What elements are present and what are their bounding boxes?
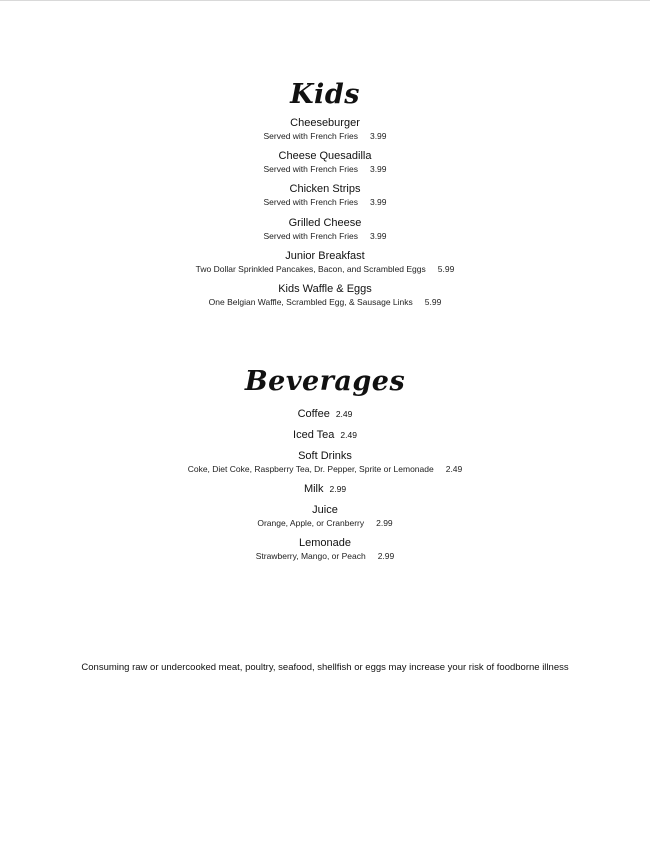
menu-item-description: Two Dollar Sprinkled Pancakes, Bacon, and Scrambled Eggs bbox=[195, 263, 426, 274]
menu-item bbox=[0, 249, 650, 282]
menu-item bbox=[0, 449, 650, 482]
menu-item-name: Juice bbox=[312, 504, 338, 516]
menu-item bbox=[0, 149, 650, 182]
menu-item-name-line bbox=[0, 428, 650, 442]
menu-item-description-line bbox=[0, 263, 650, 275]
menu-item-name: Milk bbox=[303, 483, 324, 495]
menu-item-name: Coffee bbox=[297, 408, 330, 420]
menu-item-price: 2.49 bbox=[340, 430, 357, 440]
menu-item-description: Served with French Fries bbox=[263, 164, 358, 175]
menu-item-description: One Belgian Waffle, Scrambled Egg, & Sausage Links bbox=[208, 296, 413, 307]
menu-item-name-line bbox=[0, 482, 650, 496]
kids-section-title: Kids bbox=[290, 79, 360, 110]
menu-item bbox=[0, 407, 650, 428]
menu-item-name: Iced Tea bbox=[293, 429, 335, 441]
menu-item bbox=[0, 482, 650, 503]
menu-item-price: 3.99 bbox=[369, 230, 387, 241]
menu-item-description-line bbox=[0, 550, 650, 562]
kids-section bbox=[0, 78, 650, 315]
menu-item bbox=[0, 216, 650, 249]
menu-item-description: Served with French Fries bbox=[263, 197, 358, 208]
menu-item-name: Kids Waffle & Eggs bbox=[278, 282, 372, 295]
menu-item-name: Soft Drinks bbox=[298, 450, 352, 462]
menu-item-name: Grilled Cheese bbox=[288, 216, 362, 229]
menu-item-name: Lemonade bbox=[299, 537, 351, 549]
menu-item bbox=[0, 503, 650, 536]
menu-item-price: 5.99 bbox=[424, 296, 442, 307]
menu-item bbox=[0, 182, 650, 215]
menu-item-description: Coke, Diet Coke, Raspberry Tea, Dr. Pepper, Sprite or Lemonade bbox=[187, 464, 434, 474]
menu-item bbox=[0, 428, 650, 449]
menu-item-name-line bbox=[0, 407, 650, 421]
beverages-section-title: Beverages bbox=[244, 366, 406, 397]
menu-item-price: 2.99 bbox=[376, 518, 393, 528]
menu-item-price: 2.99 bbox=[377, 551, 395, 561]
menu-item-description-line bbox=[0, 130, 650, 142]
menu-item-name: Junior Breakfast bbox=[285, 249, 365, 262]
menu-item bbox=[0, 282, 650, 315]
page-top-border bbox=[0, 0, 650, 1]
menu-item-description: Served with French Fries bbox=[263, 230, 358, 241]
menu-item-name: Cheeseburger bbox=[290, 117, 360, 129]
menu-item-name: Chicken Strips bbox=[289, 183, 361, 196]
food-safety-disclaimer: Consuming raw or undercooked meat, poultry, seafood, shellfish or eggs may increase your risk of foodborne illness bbox=[81, 662, 569, 673]
menu-item-price: 2.49 bbox=[445, 464, 463, 474]
menu-item bbox=[0, 116, 650, 149]
menu-item-price: 3.99 bbox=[369, 131, 387, 141]
menu-item-description-line bbox=[0, 196, 650, 208]
beverages-section bbox=[0, 365, 650, 569]
menu-item bbox=[0, 536, 650, 569]
menu-item-price: 3.99 bbox=[369, 164, 387, 175]
menu-item-description: Orange, Apple, or Cranberry bbox=[257, 518, 365, 528]
menu-item-price: 3.99 bbox=[369, 197, 387, 208]
menu-item-price: 5.99 bbox=[437, 263, 455, 274]
menu-item-name: Cheese Quesadilla bbox=[278, 150, 372, 163]
menu-item-description-line bbox=[0, 463, 650, 475]
menu-item-description: Served with French Fries bbox=[263, 131, 358, 141]
menu-item-price: 2.49 bbox=[335, 409, 353, 419]
menu-item-description-line bbox=[0, 230, 650, 242]
menu-item-description: Strawberry, Mango, or Peach bbox=[255, 551, 366, 561]
menu-item-price: 2.99 bbox=[329, 484, 347, 494]
menu-item-description-line bbox=[0, 517, 650, 529]
menu-item-description-line bbox=[0, 296, 650, 308]
menu-item-description-line bbox=[0, 163, 650, 175]
